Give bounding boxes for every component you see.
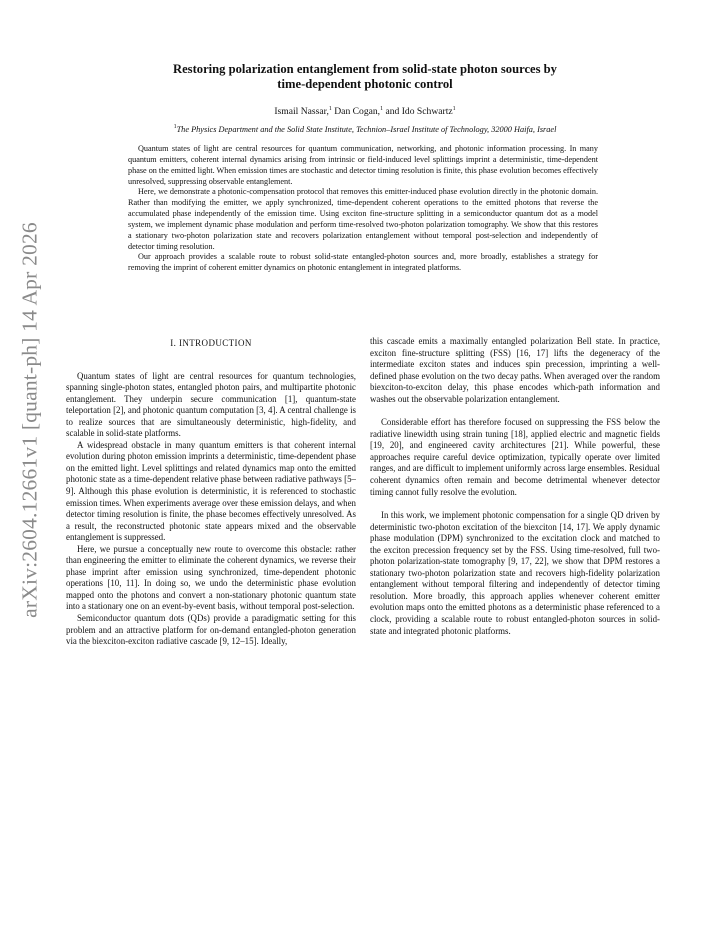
title-line-1: Restoring polarization entanglement from solid-state photon sources by	[173, 62, 557, 76]
left-column	[66, 338, 356, 648]
paper-title	[110, 62, 620, 92]
body-paragraph: Considerable effort has therefore focused on suppressing the FSS below the radiative linewidth using strain tuning [18], applied electric and magnetic fields [19, 20], and engineered cavity architectures [21]. While powerful, these approaches require careful device optimization, typically operate over limited ranges, and are difficult to implement uniformly across large ensembles. Residual coherent dynamics often remain and become detrimental whenever detector timing cannot fully resolve the evolution.	[370, 417, 661, 497]
body-paragraph: this cascade emits a maximally entangled polarization Bell state. In practice, exciton fine-structure splitting (FSS) [16, 17] lifts the degeneracy of the intermediate exciton states and induces spin precession, imprinting a well-defined phase evolution on the two decay paths. When averaged over the random biexciton-to-exciton delay, this phase encodes which-path information and washes out the observable polarization entanglement.	[370, 336, 660, 404]
body-paragraph: Semiconductor quantum dots (QDs) provide a paradigmatic setting for this problem and an attractive platform for on-demand entangled-photon generation via the biexciton-exciton radiative cascade [9, 12–15]. Ideally,	[66, 613, 356, 647]
right-column	[370, 336, 660, 637]
arxiv-identifier: arXiv:2604.12661v1 [quant-ph] 14 Apr 2026	[17, 222, 42, 618]
title-line-2: time-dependent photonic control	[277, 77, 453, 91]
body-paragraph: A widespread obstacle in many quantum emitters is that coherent internal evolution during photon emission imprints a deterministic, time-dependent phase on the emitted light. Level splittings and related dynamics map onto the emitted photonic state as a time-dependent relative phase between radiative pathways [5–9]. Although this phase evolution is deterministic, it is referenced to stochastic emission times. When experiments average over these emission delays, and when detector timing resolution is finite, the phase becomes effectively unresolved. As a result, the reconstructed photonic state appears mixed and the observable entanglement is suppressed.	[66, 439, 356, 543]
affiliation	[70, 124, 660, 134]
body-paragraph: In this work, we implement photonic compensation for a single QD driven by deterministic two-photon excitation of the biexciton [14, 17]. We apply dynamic phase modulation (DPM) synchronized to the excitation clock and matched to the exciton precession frequency set by the FSS. Using time-resolved, full two-photon polarization-state tomography [9, 17, 22], we show that DPM restores a stationary two-photon polarization state and recovers high-fidelity polarization entanglement without temporal filtering and independently of detector timing resolution. More broadly, this approach applies whenever coherent emitter evolution maps onto the emitted photons as a deterministic phase referenced to a clock, providing a scalable route to robust entangled-photon sources in solid-state and integrated photonic platforms.	[370, 510, 660, 636]
abstract-paragraph: Here, we demonstrate a photonic-compensation protocol that removes this emitter-induced phase evolution directly in the photonic domain. Rather than modifying the emitter, we apply synchronized, time-dependent coherent operations to the emitted photons that reverse the accumulated phase independently of the emission time. Using exciton fine-structure splitting in a semiconductor quantum dot as a model system, we implement dynamic phase modulation and perform time-resolved two-photon polarization tomography. We show that this restores a stationary two-photon polarization state and recovers polarization entanglement without temporal post-selection and independently of detector timing resolution.	[128, 187, 598, 251]
author-name: Dan Cogan,	[331, 106, 381, 118]
author-affiliation-mark: 1	[452, 106, 456, 112]
author-list	[110, 106, 620, 117]
abstract-paragraph: Our approach provides a scalable route to robust solid-state entangled-photon sources and, more broadly, establishes a strategy for removing the imprint of coherent emitter dynamics on photonic entanglement in integrated platforms.	[128, 252, 598, 273]
affiliation-text: The Physics Department and the Solid State Institute, Technion–Israel Institute of Technology, 32000 Haifa, Israel	[176, 124, 557, 134]
body-paragraph: Here, we pursue a conceptually new route to overcome this obstacle: rather than engineering the emitter to eliminate the coherent dynamics, we reverse their phase imprint after emission using synchronized, time-dependent photonic operations [10, 11]. In doing so, we undo the deterministic phase evolution mapped onto the photons and convert a non-stationary photonic quantum state into a stationary one on an event-by-event basis, without temporal post-selection.	[66, 543, 356, 612]
section-heading: I. INTRODUCTION	[170, 338, 252, 348]
author-affiliation-mark: 1	[328, 106, 332, 112]
affiliation-mark: 1	[173, 124, 177, 130]
abstract	[128, 144, 598, 274]
author-name: Ismail Nassar,	[274, 106, 329, 118]
author-affiliation-mark: 1	[380, 106, 384, 112]
author-name: and Ido Schwartz	[383, 106, 453, 118]
abstract-paragraph: Quantum states of light are central resources for quantum communication, networking, and photonic information processing. In many quantum emitters, coherent internal dynamics arising from intrinsic or field-induced level splittings imprint a deterministic, time-dependent phase on the emitted light. When emission times are stochastic and detector timing resolution is finite, this phase evolution becomes effectively unresolved, suppressing observable entanglement.	[128, 144, 598, 186]
body-paragraph: Quantum states of light are central resources for quantum technologies, spanning single-photon states, entangled photon pairs, and multipartite photonic entanglement. They underpin secure communication [1], quantum-state teleportation [2], and photonic quantum computation [3, 4]. A central challenge is to realize sources that are simultaneously deterministic, high-fidelity, and scalable in solid-state platforms.	[66, 370, 356, 439]
